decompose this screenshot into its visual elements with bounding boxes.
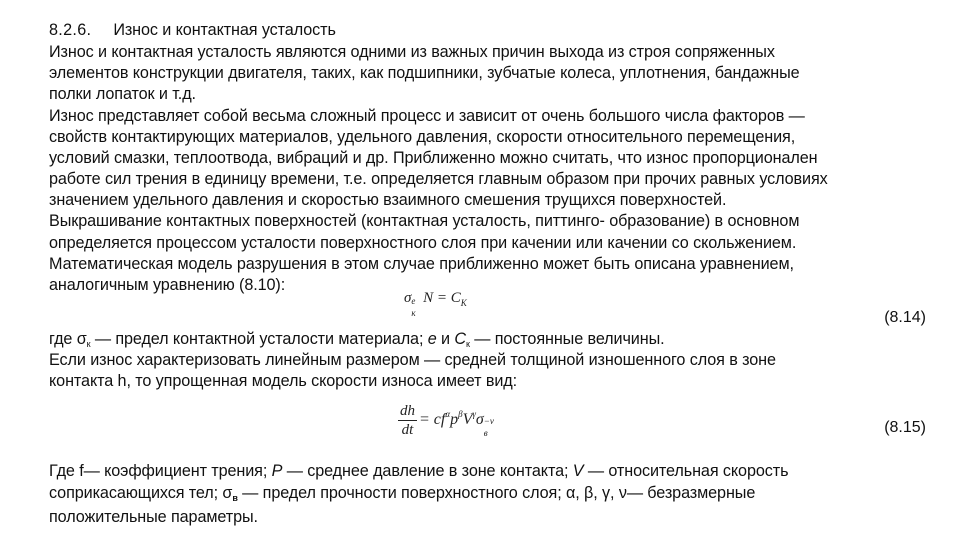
paragraph-line: значением удельного давления и скоростью взаимного смешения трущихся поверхностей. — [49, 191, 727, 209]
eq-sup: α — [445, 409, 451, 420]
eq-rhs: N = C — [423, 290, 461, 306]
eq-symbol: σ — [404, 290, 412, 306]
paragraph-line: аналогичным уравнению (8.10): — [49, 276, 286, 294]
where-text: — предел прочности поверхностного слоя; α, β, γ, ν— безразмерные — [237, 484, 756, 502]
where-text: соприкасающихся тел; σ — [49, 484, 233, 502]
eq-sup: γ — [472, 409, 476, 420]
paragraph-line: Математическая модель разрушения в этом случае приближенно может быть описана уравнением, — [49, 255, 794, 273]
paragraph-line: Выкрашивание контактных поверхностей (контактная усталость, питтинго- образование) в основном — [49, 212, 800, 230]
where-sub: к — [466, 339, 470, 349]
eq-sup: −ν — [483, 416, 494, 427]
paragraph-line: элементов конструкции двигателя, таких, как подшипники, зубчатые колеса, уплотнения, бандажные — [49, 64, 800, 82]
where-line — [49, 461, 788, 481]
equation-number: (8.14) — [884, 309, 926, 326]
eq-sub: в — [483, 428, 488, 439]
eq-sup: β — [458, 409, 463, 420]
where-sub: в — [232, 493, 238, 503]
where-text: и — [436, 330, 455, 348]
where-text: — относительная скорость — [583, 462, 789, 480]
section-number: 8.2.6. — [49, 21, 92, 39]
eq-denominator: dt — [401, 422, 414, 438]
where-sub: к — [86, 339, 91, 349]
equation-8-14 — [404, 290, 467, 318]
where-text: где σ — [49, 330, 87, 348]
where-text: — среднее давление в зоне контакта; — [282, 462, 573, 480]
where-symbol: V — [572, 462, 584, 480]
paragraph-line: положительные параметры. — [49, 508, 258, 526]
eq-symbol: p — [450, 411, 459, 429]
eq-sub: К — [460, 298, 467, 308]
paragraph-line: работе сил трения в единицу времени, т.е. определяется главным образом при прочих равных условиях — [49, 170, 828, 188]
equation-number: (8.15) — [884, 419, 926, 436]
paragraph-line: контакта h, то упрощенная модель скорости износа имеет вид: — [49, 372, 518, 390]
paragraph-line: определяется процессом усталости поверхностного слоя при качении или качении со скольжением. — [49, 234, 797, 252]
eq-fraction — [398, 402, 417, 439]
eq-sub: к — [411, 308, 416, 318]
where-symbol: e — [427, 330, 437, 348]
where-symbol: P — [271, 462, 283, 480]
paragraph-line: Если износ характеризовать линейным размером — средней толщиной изношенного слоя в зоне — [49, 351, 776, 369]
section-heading — [49, 20, 336, 40]
paragraph-line: Износ представляет собой весьма сложный процесс и зависит от очень большого числа факторов — — [49, 107, 805, 125]
where-text: — постоянные величины. — [469, 330, 665, 348]
paragraph-line: свойств контактирующих материалов, удельного давления, скорости относительного перемещения, — [49, 128, 796, 146]
eq-body: = cf — [419, 411, 446, 429]
paragraph-line: условий смазки, теплоотвода, вибраций и др. Приближенно можно считать, что износ пропорционален — [49, 149, 818, 167]
where-line — [49, 483, 755, 508]
eq-numerator: dh — [400, 403, 415, 419]
where-symbol: C — [454, 330, 466, 348]
paragraph-line: Износ и контактная усталость являются одними из важных причин выхода из строя сопряженных — [49, 43, 775, 61]
eq-sup: e — [411, 296, 416, 306]
where-text: Где f— коэффициент трения; — [49, 462, 272, 480]
eq-symbol: V — [462, 411, 473, 429]
equation-8-15 — [398, 402, 498, 439]
paragraph-line: полки лопаток и т.д. — [49, 85, 196, 103]
section-title: Износ и контактная усталость — [113, 21, 336, 39]
where-text: — предел контактной усталости материала; — [90, 330, 428, 348]
eq-symbol: σ — [475, 411, 484, 429]
